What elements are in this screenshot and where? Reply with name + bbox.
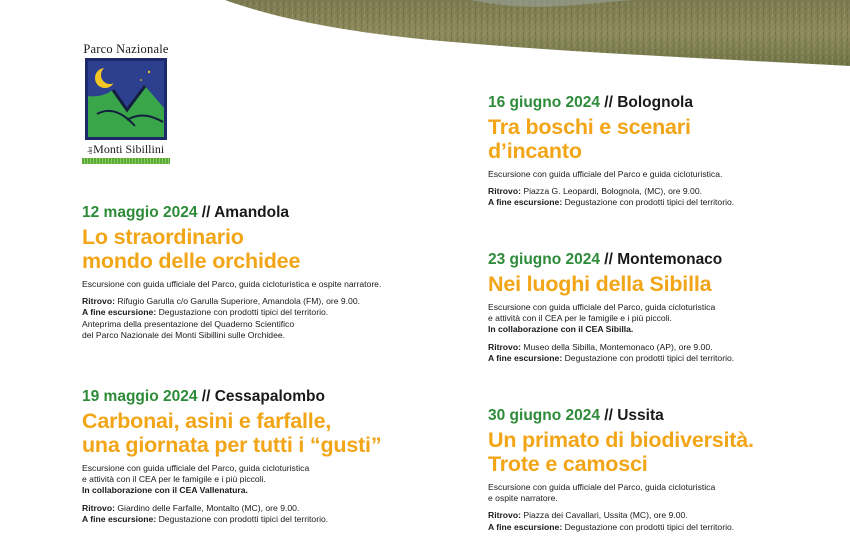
event-title-line: una giornata per tutti i “gusti”: [82, 433, 382, 457]
event-place: Amandola: [214, 204, 290, 221]
event-sep: //: [599, 407, 618, 424]
event-details: [488, 302, 828, 364]
event-extra: del Parco Nazionale dei Monti Sibillini sulle Orchidee.: [82, 329, 286, 340]
event-fine: [488, 353, 828, 364]
event-title-line: Nei luoghi della Sibilla: [488, 272, 712, 296]
event-fine: [488, 197, 828, 208]
event-date: 23 giugno 2024: [488, 251, 600, 268]
ritrovo-label: Ritrovo:: [82, 296, 115, 307]
event-fine: [82, 307, 442, 318]
event-ritrovo: [488, 342, 828, 353]
event-amandola: [82, 204, 442, 341]
event-desc: Escursione con guida ufficiale del Parco, guida cicloturistica e ospite narratore.: [82, 279, 382, 289]
fine-value: Degustazione con prodotti tipici del territorio.: [158, 307, 329, 318]
event-title: [488, 272, 828, 296]
logo-grass-strip: [82, 158, 170, 164]
event-title: [488, 428, 833, 476]
event-desc: Escursione con guida ufficiale del Parco, guida cicloturistica: [82, 463, 310, 473]
event-extra: Anteprima della presentazione del Quaderno Scientifico: [82, 318, 295, 329]
event-date-line: [488, 251, 828, 269]
event-details: [488, 169, 828, 209]
event-place: Montemonaco: [617, 251, 723, 268]
event-title-line: Un primato di biodiversità.: [488, 428, 754, 452]
event-title: [488, 115, 828, 163]
event-title-line: Trote e camosci: [488, 452, 648, 476]
event-desc: Escursione con guida ufficiale del Parco, guida cicloturistica: [488, 482, 716, 492]
fine-label: A fine escursione:: [82, 513, 157, 524]
event-ritrovo: [82, 503, 462, 514]
fine-label: A fine escursione:: [488, 352, 563, 363]
ritrovo-label: Ritrovo:: [82, 502, 115, 513]
ritrovo-label: Ritrovo:: [488, 510, 521, 521]
event-collab: In collaborazione con il CEA Vallenatura.: [82, 485, 248, 496]
mountain-moon-emblem-icon: [83, 56, 169, 142]
event-date: 19 maggio 2024: [82, 388, 198, 405]
event-title: [82, 225, 442, 273]
event-date-line: [488, 94, 828, 112]
event-desc: e ospite narratore.: [488, 493, 558, 504]
event-place: Ussita: [617, 407, 664, 424]
event-place: Bolognola: [617, 94, 693, 111]
event-title-line: Carbonai, asini e farfalle,: [82, 409, 332, 433]
event-date-line: [82, 204, 442, 222]
ritrovo-value: Rifugio Garulla c/o Garulla Superiore, Amandola (FM), ore 9.00.: [117, 296, 360, 307]
event-desc: Escursione con guida ufficiale del Parco, guida cicloturistica: [488, 302, 716, 312]
event-date-line: [488, 407, 833, 425]
event-fine: [82, 514, 462, 525]
logo-subtitle-text: Monti Sibillini: [93, 142, 165, 156]
logo-subtitle: [80, 143, 172, 157]
event-title-line: Lo straordinario: [82, 225, 244, 249]
park-logo: [80, 42, 172, 170]
event-desc: e attività con il CEA per le famigile e i più piccoli.: [488, 313, 672, 324]
ritrovo-value: Piazza G. Leopardi, Bolognola, (MC), ore 9.00.: [523, 186, 702, 197]
event-title-line: d’incanto: [488, 139, 582, 163]
event-fine: [488, 522, 833, 533]
event-place: Cessapalombo: [214, 388, 325, 405]
ritrovo-label: Ritrovo:: [488, 186, 521, 197]
event-title-line: mondo delle orchidee: [82, 249, 301, 273]
event-ritrovo: [488, 186, 828, 197]
fine-value: Degustazione con prodotti tipici del territorio.: [564, 521, 735, 532]
event-date: 30 giugno 2024: [488, 407, 600, 424]
event-date-line: [82, 388, 462, 406]
event-ritrovo: [488, 510, 833, 521]
fine-label: A fine escursione:: [82, 307, 157, 318]
fine-label: A fine escursione:: [488, 521, 563, 532]
fine-value: Degustazione con prodotti tipici del territorio.: [564, 197, 735, 208]
event-details: [488, 482, 833, 533]
event-ritrovo: [82, 296, 442, 307]
event-details: [82, 279, 442, 341]
event-date: 12 maggio 2024: [82, 204, 198, 221]
logo-dei: dei: [87, 146, 94, 154]
event-sep: //: [599, 94, 618, 111]
fine-value: Degustazione con prodotti tipici del territorio.: [564, 352, 735, 363]
event-details: [82, 463, 462, 525]
event-montemonaco: [488, 251, 828, 364]
event-title: [82, 409, 462, 457]
logo-title: Parco Nazionale: [83, 42, 169, 56]
ritrovo-label: Ritrovo:: [488, 341, 521, 352]
event-date: 16 giugno 2024: [488, 94, 600, 111]
event-cessapalombo: [82, 388, 462, 525]
ritrovo-value: Piazza dei Cavallari, Ussita (MC), ore 9.00.: [523, 510, 688, 521]
fine-value: Degustazione con prodotti tipici del territorio.: [158, 513, 329, 524]
event-sep: //: [197, 388, 215, 405]
event-title-line: Tra boschi e scenari: [488, 115, 691, 139]
event-sep: //: [599, 251, 618, 268]
event-desc: Escursione con guida ufficiale del Parco e guida cicloturistica.: [488, 169, 723, 179]
event-desc: e attività con il CEA per le famigile e i più piccoli.: [82, 474, 266, 485]
ritrovo-value: Museo della Sibilla, Montemonaco (AP), ore 9.00.: [523, 341, 713, 352]
ritrovo-value: Giardino delle Farfalle, Montalto (MC), ore 9.00.: [117, 502, 300, 513]
fine-label: A fine escursione:: [488, 197, 563, 208]
event-collab: In collaborazione con il CEA Sibilla.: [488, 324, 634, 335]
event-sep: //: [197, 204, 215, 221]
event-bolognola: [488, 94, 828, 209]
event-ussita: [488, 407, 833, 533]
